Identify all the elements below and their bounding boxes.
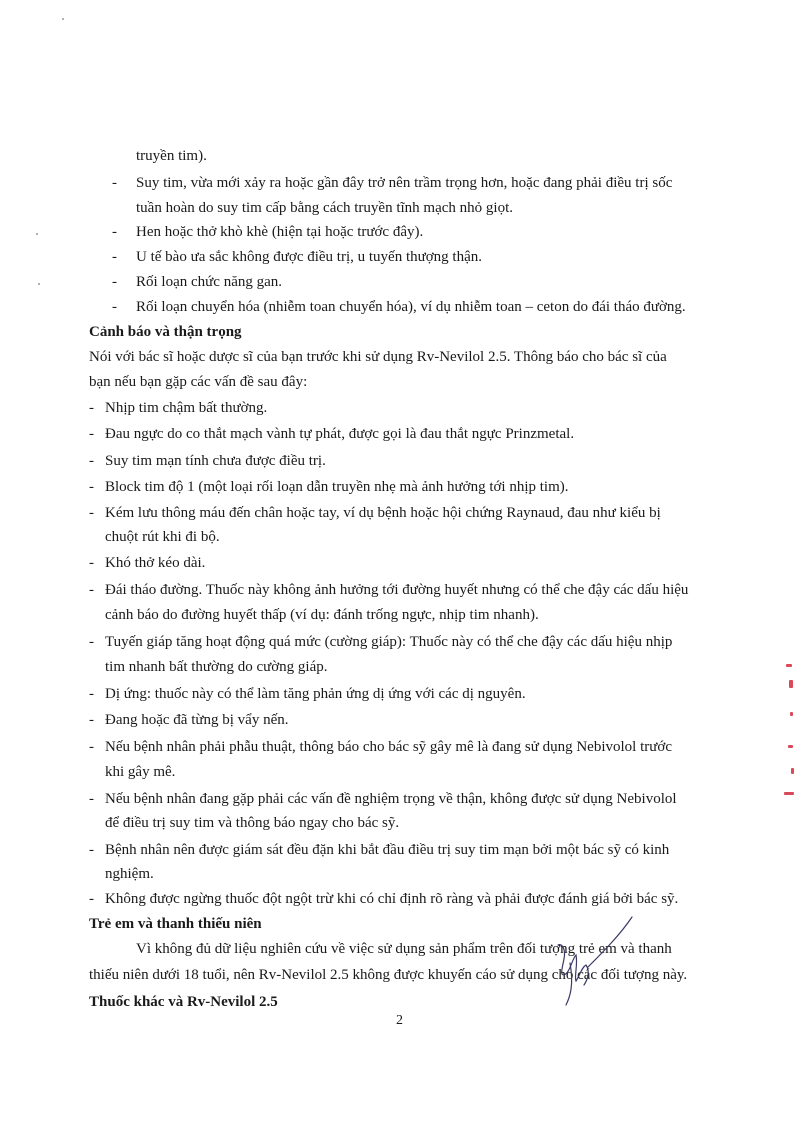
list-dash: - (89, 686, 94, 702)
list-dash: - (89, 505, 94, 521)
warnings-intro-line: Nói với bác sĩ hoặc dược sĩ của bạn trước khi sử dụng Rv-Nevilol 2.5. Thông báo cho bác sĩ của (89, 349, 667, 365)
stamp-fragment (789, 680, 793, 688)
warning-item-line: Dị ứng: thuốc này có thể làm tăng phản ứng dị ứng với các dị nguyên. (105, 686, 526, 702)
list-dash: - (112, 249, 117, 265)
page-number: 2 (396, 1013, 403, 1028)
list-dash: - (89, 453, 94, 469)
list-dash: - (112, 224, 117, 240)
list-dash: - (89, 634, 94, 650)
list-dash: - (89, 791, 94, 807)
warning-item-line: Nhịp tim chậm bất thường. (105, 400, 268, 416)
warning-item-line: chuột rút khi đi bộ. (105, 529, 220, 545)
list-dash: - (89, 582, 94, 598)
list-dash: - (89, 712, 94, 728)
list-dash: - (89, 426, 94, 442)
warning-item-line: Kém lưu thông máu đến chân hoặc tay, ví dụ bệnh hoặc hội chứng Raynaud, đau như kiểu bị (105, 505, 661, 521)
section-heading-other-medicines: Thuốc khác và Rv-Nevilol 2.5 (89, 994, 278, 1010)
warning-item-line: Nếu bệnh nhân phải phẫu thuật, thông báo cho bác sỹ gây mê là đang sử dụng Nebivolol trước (105, 739, 672, 755)
stamp-fragment (784, 792, 794, 795)
stamp-fragment (790, 712, 793, 716)
stamp-fragment (788, 745, 793, 748)
warning-item-line: Đau ngực do co thắt mạch vành tự phát, được gọi là đau thắt ngực Prinzmetal. (105, 426, 575, 442)
list-dash: - (112, 299, 117, 315)
list-item-line: Hen hoặc thở khò khè (hiện tại hoặc trước đây). (136, 224, 424, 240)
list-dash: - (89, 842, 94, 858)
scan-speck (62, 18, 64, 20)
warning-item-line: Đang hoặc đã từng bị vẩy nến. (105, 712, 289, 728)
warning-item-line: Khó thở kéo dài. (105, 555, 206, 571)
list-dash: - (89, 891, 94, 907)
section-heading-children: Trẻ em và thanh thiếu niên (89, 916, 262, 932)
warning-item-line: tim nhanh bất thường do cường giáp. (105, 659, 328, 675)
list-dash: - (89, 739, 94, 755)
warning-item-line: Đái tháo đường. Thuốc này không ảnh hưởng tới đường huyết nhưng có thể che đậy các dấu hiệu (105, 582, 689, 598)
list-item-line: U tế bào ưa sắc không được điều trị, u tuyến thượng thận. (136, 249, 483, 265)
warning-item-line: Suy tim mạn tính chưa được điều trị. (105, 453, 326, 469)
scan-speck (36, 233, 38, 235)
warning-item-line: cảnh báo do đường huyết thấp (ví dụ: đánh trống ngực, nhịp tim nhanh). (105, 607, 539, 623)
stamp-fragment (786, 664, 792, 667)
list-dash: - (89, 555, 94, 571)
list-dash: - (112, 274, 117, 290)
warning-item-line: Nếu bệnh nhân đang gặp phải các vấn đề nghiệm trọng về thận, không được sử dụng Nebivolol (105, 791, 677, 807)
list-item-line: Suy tim, vừa mới xảy ra hoặc gần đây trở nên trầm trọng hơn, hoặc đang phải điều trị sốc (136, 175, 673, 191)
warning-item-line: Bệnh nhân nên được giám sát đều đặn khi bắt đầu điều trị suy tim mạn bởi một bác sỹ có kinh (105, 842, 670, 858)
list-item-line: Rối loạn chuyển hóa (nhiễm toan chuyển hóa), ví dụ nhiễm toan – ceton do đái tháo đường. (136, 299, 686, 315)
list-item-line: Rối loạn chức năng gan. (136, 274, 283, 290)
continuation-line: truyền tim). (136, 148, 207, 164)
children-paragraph-line: thiếu niên dưới 18 tuổi, nên Rv-Nevilol 2.5 không được khuyến cáo sử dụng cho các đối tượng này. (89, 967, 688, 983)
warning-item-line: khi gây mê. (105, 764, 176, 780)
warning-item-line: Block tim độ 1 (một loại rối loạn dẫn truyền nhẹ mà ảnh hưởng tới nhịp tim). (105, 479, 569, 495)
scan-speck (38, 283, 40, 285)
warning-item-line: Tuyến giáp tăng hoạt động quá mức (cường giáp): Thuốc này có thể che đậy các dấu hiệu nhịp (105, 634, 673, 650)
warning-item-line: để điều trị suy tim và thông báo ngay cho bác sỹ. (105, 815, 400, 831)
section-heading-warnings: Cảnh báo và thận trọng (89, 324, 242, 340)
children-paragraph-line: Vì không đủ dữ liệu nghiên cứu về việc sử dụng sản phẩm trên đối tượng trẻ em và thanh (136, 941, 672, 957)
warning-item-line: Không được ngừng thuốc đột ngột trừ khi có chỉ định rõ ràng và phải được đánh giá bởi bác sỹ. (105, 891, 679, 907)
stamp-fragment (791, 768, 794, 774)
list-dash: - (89, 479, 94, 495)
handwritten-signature (540, 915, 650, 1010)
warnings-intro-line: bạn nếu bạn gặp các vấn đề sau đây: (89, 374, 308, 390)
warning-item-line: nghiệm. (105, 866, 154, 882)
list-dash: - (89, 400, 94, 416)
list-dash: - (112, 175, 117, 191)
list-item-line: tuần hoàn do suy tim cấp bằng cách truyền tĩnh mạch nhỏ giọt. (136, 200, 513, 216)
